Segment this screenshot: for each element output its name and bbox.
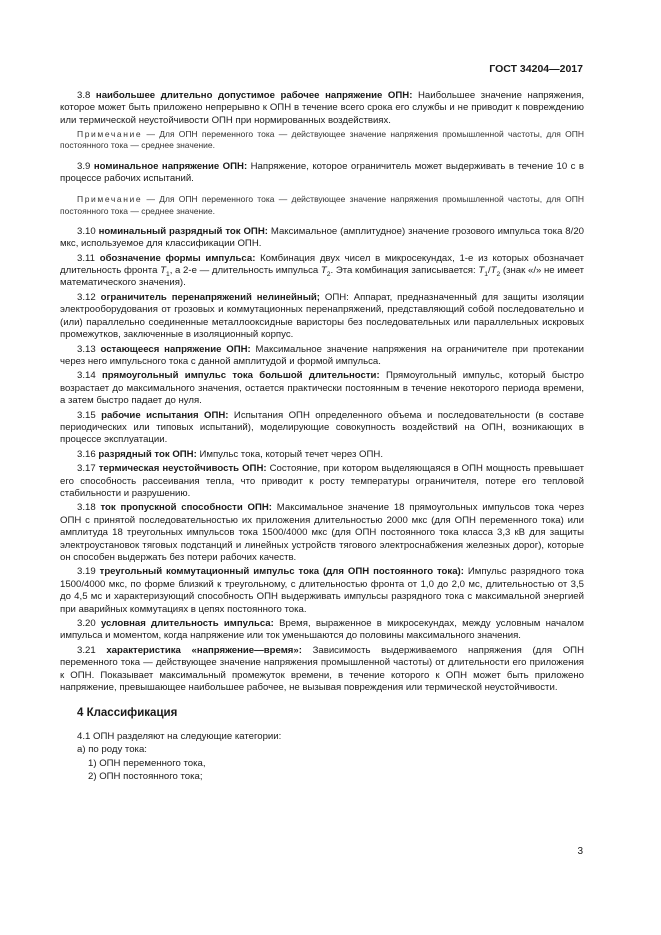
term: характеристика «напряжение—время»:: [106, 644, 302, 656]
item-3-15: 3.15 рабочие испытания ОПН: Испытания ОПН определенного объема и последовательности (в составе периодических или типовых испытаний), моделирующие совокупность воздействий на ОПН, возникающих в процессе эксплуатации.: [60, 409, 585, 446]
term: термическая неустойчивость ОПН:: [98, 463, 267, 475]
item-3-10: 3.10 номинальный разрядный ток ОПН: Максимальное (амплитудное) значение грозового импульса тока 8/20 мкс, используемое для классификации ОПН.: [60, 225, 584, 250]
document-body: [60, 90, 584, 785]
note-3-8: Примечание — Для ОПН переменного тока — действующее значение напряжения промышленной частоты, для ОПН постоянного тока — среднее значение.: [60, 129, 584, 151]
item-3-11: 3.11 обозначение формы импульса: Комбинация двух чисел в микросекундах, 1-е из которых обозначает длительность фронта $T_1$, а 2-е — длительность импульса $T_2$. Эта комбинация записывается: $T_1/T_2$ (знак «/» не имеет математического значения).: [60, 252, 585, 289]
term: номинальное напряжение ОПН:: [93, 160, 248, 172]
item-3-19: 3.19 треугольный коммутационный импульс тока (для ОПН постоянного тока): Импульс разрядного тока 1500/4000 мкс, по форме близкий к треугольному, с длительностью фронта от 1,0 до 2,0 мс, длительностью от 3,5 до 4,5 мс и характеризующий способность ОПН выдерживать импульсы разрядного тока с максимальной энергией при аварийных коммутациях в цепях постоянного тока.: [60, 566, 584, 615]
term: условная длительность импульса:: [100, 618, 274, 630]
item-3-14: 3.14 прямоугольный импульс тока большой длительности: Прямоугольный импульс, который быстро возрастает до максимального значения, остается практически постоянным в течение некоторого периода времени, а затем быстро падает до нуля.: [60, 370, 584, 407]
item-3-9: 3.9 номинальное напряжение ОПН: Напряжение, которое ограничитель может выдерживать в течение 10 с в процессе рабочих испытаний.: [60, 160, 585, 185]
term: ограничитель перенапряжений нелинейный;: [100, 291, 320, 303]
term: обозначение формы импульса:: [99, 252, 256, 264]
list-item: 1) ОПН переменного тока,: [88, 757, 206, 769]
section-heading: 4 Классификация: [77, 707, 178, 720]
item-3-12: 3.12 ограничитель перенапряжений нелинейный; ОПН: Аппарат, предназначенный для защиты изоляции электрооборудования от грозовых и коммутационных перенапряжений, представляющий собой последовательно и (или) параллельно соединенные металлооксидные варисторы без последовательных или параллельных искровых промежутков, заключенные в изоляционный корпус.: [60, 291, 585, 341]
term: прямоугольный импульс тока большой длительности:: [101, 370, 380, 382]
item-3-16: 3.16 разрядный ток ОПН: Импульс тока, который течет через ОПН.: [77, 448, 383, 460]
note-3-9: Примечание — Для ОПН переменного тока — действующее значение напряжения промышленной частоты, для ОПН постоянного тока — среднее значение.: [60, 194, 584, 216]
term: ток пропускной способности ОПН:: [100, 502, 272, 514]
term: остающееся напряжение ОПН:: [100, 343, 251, 355]
list-item: а) по роду тока:: [77, 744, 147, 756]
item-3-21: 3.21 характеристика «напряжение—время»: Зависимость выдерживаемого напряжения (для ОПН переменного тока — действующее значение напряжения промышленной частоты) от длительности его приложения к ОПН. Показывает максимальный промежуток времени, в течение которого к ОПН может быть приложено напряжение, превышающее наибольшее рабочее, не вызывая повреждения или термической неустойчивости.: [60, 644, 585, 694]
term: номинальный разрядный ток ОПН:: [98, 225, 268, 237]
term: рабочие испытания ОПН:: [101, 409, 229, 421]
page-number: 3: [577, 846, 583, 857]
section-paragraph: 4.1 ОПН разделяют на следующие категории:: [77, 730, 282, 742]
term: треугольный коммутационный импульс тока (для ОПН постоянного тока):: [99, 566, 464, 578]
term: наибольшее длительно допустимое рабочее напряжение ОПН:: [95, 90, 413, 101]
term: разрядный ток ОПН:: [98, 448, 197, 460]
item-3-13: 3.13 остающееся напряжение ОПН: Максимальное значение напряжения на ограничителе при протекании через него импульсного тока с данной амплитудой и формой импульса.: [60, 343, 584, 367]
list-item: 2) ОПН постоянного тока;: [88, 771, 203, 783]
item-3-17: 3.17 термическая неустойчивость ОПН: Состояние, при котором выделяющаяся в ОПН мощность превышает его способность рассеивания тепла, что приводит к росту температуры ограничителя, потере его тепловой стабильности и разрушению.: [60, 463, 584, 499]
document-header: ГОСТ 34204—2017: [489, 63, 583, 75]
item-3-18: 3.18 ток пропускной способности ОПН: Максимальное значение 18 прямоугольных импульсов тока через ОПН с принятой последовательностью их приложения длительностью 2000 мкс (для ОПН переменного тока) или амплитуда 18 треугольных импульсов тока 1500/4000 мкс (для ОПН постоянного тока класса 3,3 кВ для защиты электроустановок тяговых подстанций и линейных устройств тягового электроснабжения железных дорог), которые он способен выдержать без потери рабочих качеств.: [60, 502, 584, 563]
item-3-20: 3.20 условная длительность импульса: Время, выраженное в микросекундах, между условным началом импульса и моментом, когда напряжение или ток уменьшаются до половины максимального значения.: [60, 618, 585, 642]
item-3-8: 3.8 наибольшее длительно допустимое рабочее напряжение ОПН: Наибольшее значение напряжения, которое может быть приложено непрерывно к ОПН в течение всего срока его службы и не приводит к повреждению или термической неустойчивости ОПН при нормированных воздействиях.: [60, 90, 584, 126]
